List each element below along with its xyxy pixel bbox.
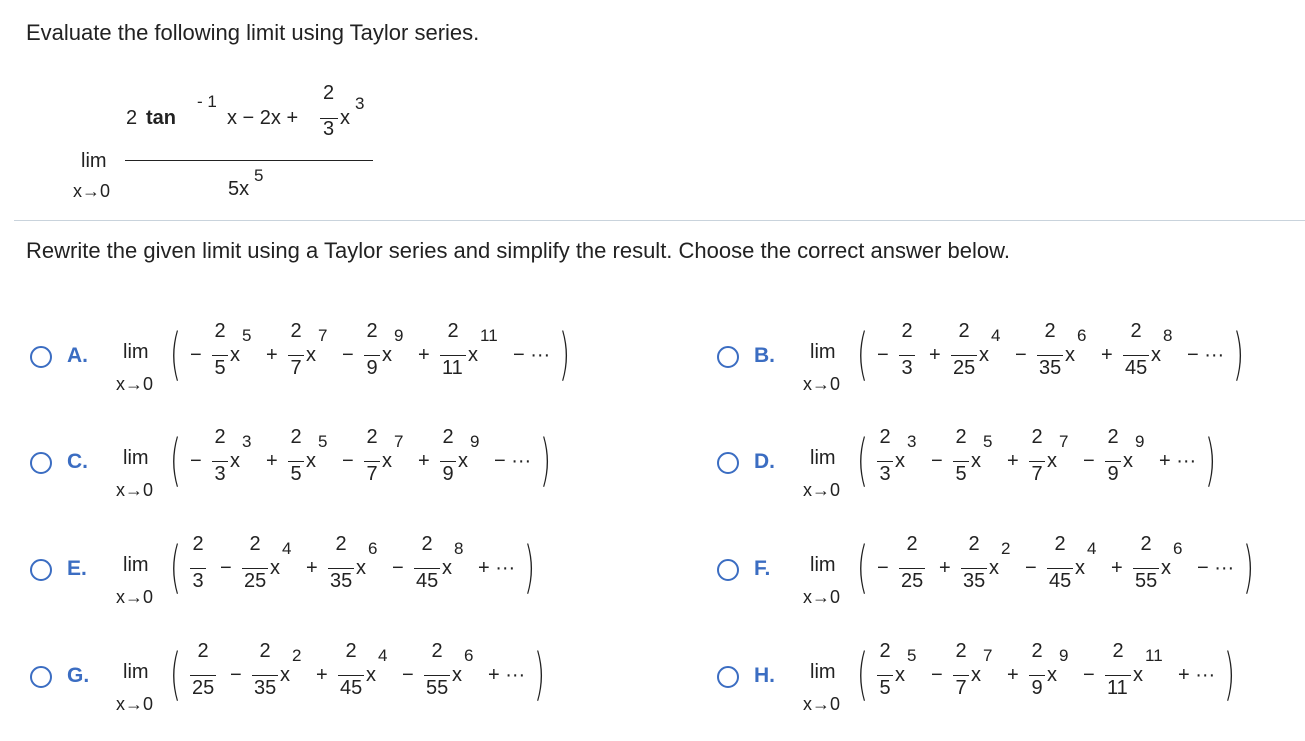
fraction-denominator: 45 — [340, 677, 363, 699]
fraction-bar — [190, 568, 206, 569]
term-exponent: 4 — [378, 646, 388, 665]
radio-button[interactable] — [717, 452, 739, 474]
fraction-denominator: 35 — [963, 570, 986, 592]
series-tail: + ··· — [488, 664, 526, 686]
lim-subscript: x→0 — [803, 694, 841, 714]
fraction-numerator: 2 — [259, 640, 271, 662]
fraction-bar — [951, 355, 977, 356]
fraction-numerator: 2 — [335, 533, 347, 555]
fraction-denominator: 7 — [1031, 463, 1043, 485]
term-variable: x — [382, 450, 392, 472]
term-exponent: 6 — [368, 539, 378, 558]
series-tail: − ··· — [513, 344, 551, 366]
fraction-denominator: 55 — [1135, 570, 1158, 592]
fraction-numerator: 2 — [421, 533, 433, 555]
term-exponent: 5 — [983, 432, 993, 451]
term-exponent: 9 — [470, 432, 480, 451]
fraction-numerator: 2 — [955, 640, 967, 662]
right-paren: ) — [524, 535, 535, 600]
lim-label: lim — [810, 447, 836, 469]
fraction-bar — [1105, 675, 1131, 676]
lim-subscript: x→0 — [73, 181, 111, 201]
term-sign: + — [1101, 344, 1113, 366]
term-variable: x — [458, 450, 468, 472]
term-variable: x — [1075, 557, 1085, 579]
main-fraction-bar — [125, 160, 373, 161]
fraction-denominator: 7 — [366, 463, 378, 485]
fraction-numerator: 2 — [214, 426, 226, 448]
fraction-bar — [190, 675, 216, 676]
term-sign: − — [190, 450, 202, 472]
term-variable: x — [1133, 664, 1143, 686]
denominator-text: 5x — [228, 178, 250, 200]
left-paren: ( — [857, 322, 868, 387]
numerator-fn: tan — [146, 107, 176, 129]
fraction-numerator: 2 — [879, 426, 891, 448]
fraction-bar — [288, 355, 304, 356]
option-letter: H. — [754, 664, 775, 687]
right-paren: ) — [1243, 535, 1254, 600]
fraction-numerator: 2 — [1130, 320, 1142, 342]
denominator-pow: 5 — [254, 166, 264, 185]
term-exponent: 5 — [907, 646, 917, 665]
right-paren: ) — [534, 642, 545, 707]
fraction-numerator: 2 — [345, 640, 357, 662]
fraction-numerator: 2 — [1107, 426, 1119, 448]
term-variable: x — [895, 664, 905, 686]
option-letter: B. — [754, 344, 775, 367]
term-exponent: 7 — [318, 326, 328, 345]
term-variable: x — [230, 450, 240, 472]
term-exponent: 11 — [1145, 646, 1163, 665]
fraction-bar — [1037, 355, 1063, 356]
left-paren: ( — [857, 642, 868, 707]
option-letter: D. — [754, 450, 775, 473]
option-letter: E. — [67, 557, 87, 580]
fraction-bar — [364, 461, 380, 462]
term-variable: x — [979, 344, 989, 366]
fraction-denominator: 25 — [953, 357, 976, 379]
term-sign: + — [1111, 557, 1123, 579]
term-sign: − — [342, 450, 354, 472]
fraction-bar — [1105, 461, 1121, 462]
term-exponent: 6 — [1077, 326, 1087, 345]
fraction-denominator: 9 — [366, 357, 378, 379]
term-exponent: 2 — [292, 646, 302, 665]
fraction-bar — [252, 675, 278, 676]
term-exponent: 4 — [282, 539, 292, 558]
fraction-bar — [877, 461, 893, 462]
term-sign: − — [342, 344, 354, 366]
term-exponent: 9 — [394, 326, 404, 345]
numerator-pow: 3 — [355, 94, 365, 113]
fraction-numerator: 2 — [968, 533, 980, 555]
left-paren: ( — [170, 535, 181, 600]
term-sign: + — [266, 344, 278, 366]
term-exponent: 2 — [1001, 539, 1011, 558]
fraction-bar — [953, 461, 969, 462]
fraction-numerator: 2 — [447, 320, 459, 342]
fraction-bar — [212, 355, 228, 356]
term-sign: − — [1083, 450, 1095, 472]
term-variable: x — [306, 450, 316, 472]
lim-label: lim — [123, 554, 149, 576]
radio-button[interactable] — [717, 346, 739, 368]
term-variable: x — [452, 664, 462, 686]
fraction-denominator: 3 — [901, 357, 913, 379]
term-sign: + — [1007, 664, 1019, 686]
term-exponent: 8 — [454, 539, 464, 558]
term-variable: x — [1151, 344, 1161, 366]
divider — [14, 220, 1305, 221]
fraction-numerator: 2 — [366, 320, 378, 342]
fraction-numerator: 2 — [958, 320, 970, 342]
series-tail: − ··· — [494, 450, 532, 472]
term-exponent: 3 — [907, 432, 917, 451]
term-variable: x — [1047, 450, 1057, 472]
term-exponent: 5 — [318, 432, 328, 451]
term-variable: x — [356, 557, 366, 579]
term-variable: x — [1161, 557, 1171, 579]
term-exponent: 8 — [1163, 326, 1173, 345]
term-exponent: 4 — [1087, 539, 1097, 558]
fraction-denominator: 5 — [290, 463, 302, 485]
term-sign: + — [266, 450, 278, 472]
lim-subscript: x→0 — [803, 374, 841, 394]
radio-button[interactable] — [30, 666, 52, 688]
fraction-bar — [899, 355, 915, 356]
fraction-numerator: 2 — [955, 426, 967, 448]
term-variable: x — [1123, 450, 1133, 472]
series-tail: + ··· — [1159, 450, 1197, 472]
term-sign: + — [939, 557, 951, 579]
term-exponent: 9 — [1059, 646, 1069, 665]
lim-subscript: x→0 — [116, 587, 154, 607]
instruction-text: Rewrite the given limit using a Taylor series and simplify the result. Choose the correct answer below. — [26, 238, 1010, 263]
term-sign: − — [877, 344, 889, 366]
left-paren: ( — [857, 535, 868, 600]
fraction-denominator: 5 — [214, 357, 226, 379]
fraction-denominator: 9 — [1031, 677, 1043, 699]
option-letter: C. — [67, 450, 88, 473]
term-variable: x — [468, 344, 478, 366]
fraction-denominator: 9 — [442, 463, 454, 485]
term-sign: − — [220, 557, 232, 579]
fraction-denominator: 25 — [244, 570, 267, 592]
numerator-x: x — [340, 107, 350, 129]
lim-label: lim — [123, 447, 149, 469]
right-paren: ) — [1233, 322, 1244, 387]
option-letter: F. — [754, 557, 771, 580]
fraction-denominator: 3 — [879, 463, 891, 485]
fraction-denominator: 3 — [192, 570, 204, 592]
term-variable: x — [1065, 344, 1075, 366]
fraction-bar — [1029, 461, 1045, 462]
fraction-numerator: 2 — [214, 320, 226, 342]
term-sign: − — [230, 664, 242, 686]
term-variable: x — [230, 344, 240, 366]
fraction-denominator: 35 — [330, 570, 353, 592]
right-paren: ) — [559, 322, 570, 387]
fraction-numerator: 2 — [1054, 533, 1066, 555]
lim-subscript: x→0 — [116, 374, 154, 394]
term-exponent: 4 — [991, 326, 1001, 345]
fraction-numerator: 2 — [366, 426, 378, 448]
fraction-bar — [288, 461, 304, 462]
fraction-denominator: 11 — [1107, 677, 1128, 699]
fraction-numerator: 2 — [431, 640, 443, 662]
left-paren: ( — [170, 642, 181, 707]
term-exponent: 7 — [983, 646, 993, 665]
fraction-bar — [328, 568, 354, 569]
term-variable: x — [989, 557, 999, 579]
fraction-bar — [899, 568, 925, 569]
series-tail: + ··· — [1178, 664, 1216, 686]
term-exponent: 5 — [242, 326, 252, 345]
lim-subscript: x→0 — [116, 480, 154, 500]
fraction-denominator: 35 — [254, 677, 277, 699]
lim-subscript: x→0 — [116, 694, 154, 714]
term-exponent: 6 — [464, 646, 474, 665]
term-sign: + — [1007, 450, 1019, 472]
term-exponent: 3 — [242, 432, 252, 451]
term-variable: x — [280, 664, 290, 686]
fraction-denominator: 35 — [1039, 357, 1062, 379]
fraction-denominator: 9 — [1107, 463, 1119, 485]
numerator-frac-den: 3 — [323, 118, 335, 140]
term-sign: − — [877, 557, 889, 579]
fraction-denominator: 25 — [192, 677, 215, 699]
left-paren: ( — [170, 322, 181, 387]
fraction-numerator: 2 — [1044, 320, 1056, 342]
fraction-denominator: 45 — [1049, 570, 1072, 592]
fraction-denominator: 3 — [214, 463, 226, 485]
lim-label: lim — [123, 661, 149, 683]
option-letter: A. — [67, 344, 88, 367]
term-variable: x — [366, 664, 376, 686]
fraction-denominator: 5 — [955, 463, 967, 485]
fraction-bar — [242, 568, 268, 569]
term-exponent: 6 — [1173, 539, 1183, 558]
fraction-numerator: 2 — [290, 320, 302, 342]
term-variable: x — [971, 664, 981, 686]
fraction-numerator: 2 — [290, 426, 302, 448]
term-variable: x — [971, 450, 981, 472]
right-paren: ) — [540, 428, 551, 493]
fraction-numerator: 2 — [879, 640, 891, 662]
term-sign: − — [1083, 664, 1095, 686]
fraction-numerator: 2 — [906, 533, 918, 555]
fraction-denominator: 7 — [290, 357, 302, 379]
fraction-denominator: 11 — [442, 357, 463, 379]
term-exponent: 7 — [1059, 432, 1069, 451]
fraction-numerator: 2 — [1140, 533, 1152, 555]
fraction-bar — [1047, 568, 1073, 569]
series-tail: + ··· — [478, 557, 516, 579]
term-exponent: 7 — [394, 432, 404, 451]
radio-button[interactable] — [30, 559, 52, 581]
lim-label: lim — [810, 554, 836, 576]
fraction-bar — [1029, 675, 1045, 676]
numerator-coef: 2 — [126, 107, 138, 129]
lim-subscript: x→0 — [803, 587, 841, 607]
fraction-numerator: 2 — [249, 533, 261, 555]
fraction-bar — [1123, 355, 1149, 356]
term-sign: + — [418, 450, 430, 472]
fraction-bar — [414, 568, 440, 569]
right-paren: ) — [1205, 428, 1216, 493]
term-variable: x — [1047, 664, 1057, 686]
fraction-denominator: 55 — [426, 677, 449, 699]
fraction-denominator: 5 — [879, 677, 891, 699]
fraction-denominator: 45 — [416, 570, 439, 592]
fraction-numerator: 2 — [1112, 640, 1124, 662]
option-letter: G. — [67, 664, 90, 687]
fraction-numerator: 2 — [442, 426, 454, 448]
radio-button[interactable] — [30, 346, 52, 368]
fraction-bar — [440, 461, 456, 462]
fraction-bar — [424, 675, 450, 676]
fraction-numerator: 2 — [901, 320, 913, 342]
term-exponent: 11 — [480, 326, 498, 345]
fraction-denominator: 45 — [1125, 357, 1148, 379]
fraction-bar — [877, 675, 893, 676]
question-prompt: Evaluate the following limit using Taylor series. — [26, 20, 480, 45]
fraction-numerator: 2 — [192, 533, 204, 555]
series-tail: − ··· — [1197, 557, 1235, 579]
fraction-denominator: 25 — [901, 570, 924, 592]
fraction-bar — [364, 355, 380, 356]
term-sign: + — [316, 664, 328, 686]
fraction-numerator: 2 — [1031, 640, 1043, 662]
term-sign: − — [402, 664, 414, 686]
term-sign: − — [1025, 557, 1037, 579]
term-sign: − — [190, 344, 202, 366]
numerator-frac-num: 2 — [323, 82, 335, 104]
radio-button[interactable] — [717, 559, 739, 581]
term-sign: − — [392, 557, 404, 579]
term-exponent: 9 — [1135, 432, 1145, 451]
fraction-bar — [212, 461, 228, 462]
fraction-bar — [1133, 568, 1159, 569]
lim-subscript: x→0 — [803, 480, 841, 500]
term-sign: − — [931, 450, 943, 472]
lim-label: lim — [123, 341, 149, 363]
term-variable: x — [306, 344, 316, 366]
lim-label: lim — [810, 661, 836, 683]
term-variable: x — [382, 344, 392, 366]
term-sign: − — [931, 664, 943, 686]
series-tail: − ··· — [1187, 344, 1225, 366]
term-variable: x — [442, 557, 452, 579]
radio-button[interactable] — [717, 666, 739, 688]
term-variable: x — [270, 557, 280, 579]
fraction-bar — [338, 675, 364, 676]
term-sign: + — [929, 344, 941, 366]
left-paren: ( — [857, 428, 868, 493]
fraction-numerator: 2 — [1031, 426, 1043, 448]
term-sign: − — [1015, 344, 1027, 366]
fraction-denominator: 7 — [955, 677, 967, 699]
term-variable: x — [895, 450, 905, 472]
radio-button[interactable] — [30, 452, 52, 474]
lim-label: lim — [810, 341, 836, 363]
numerator-inverse: - 1 — [197, 92, 217, 111]
fraction-numerator: 2 — [197, 640, 209, 662]
term-sign: + — [306, 557, 318, 579]
fraction-bar — [961, 568, 987, 569]
fraction-bar — [953, 675, 969, 676]
right-paren: ) — [1224, 642, 1235, 707]
lim-label: lim — [81, 150, 107, 172]
numerator-rest: x − 2x + — [227, 107, 299, 129]
fraction-bar — [440, 355, 466, 356]
left-paren: ( — [170, 428, 181, 493]
term-sign: + — [418, 344, 430, 366]
